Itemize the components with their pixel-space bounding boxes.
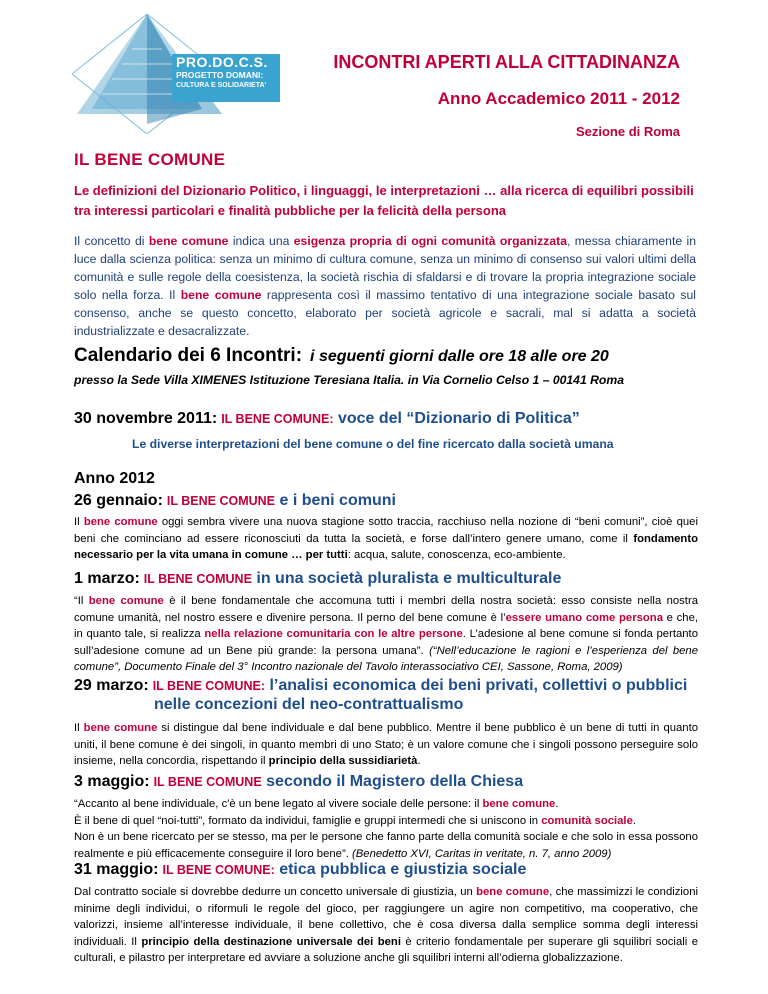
year-heading: Anno 2012 xyxy=(74,470,155,487)
meeting-4-heading-cont: nelle concezioni del neo-contrattualismo xyxy=(154,696,464,713)
meeting-5-heading: 3 maggio: IL BENE COMUNE secondo il Magistero della Chiesa xyxy=(74,773,524,790)
prodocs-logo xyxy=(72,14,282,134)
calendar-heading: Calendario dei 6 Incontri: i seguenti giorni dalle ore 18 alle ore 20 xyxy=(74,345,609,366)
header-line-1: INCONTRI APERTI ALLA CITTADINANZA xyxy=(333,52,680,72)
meeting-4-text: Il bene comune si distingue dal bene individuale e dal bene pubblico. Mentre il bene pubblico è un bene di tutti in quanto uniti, il bene comune è dei singoli, in quanto membri di uno Stato; è un valore comune che i singoli possono perseguire solo insieme, nella concordia, rispettando il principio della sussidiarietà. xyxy=(74,722,699,767)
meeting-6-text: Dal contratto sociale si dovrebbe dedurre un concetto universale di giustizia, un bene comune, che massimizzi le condizioni minime degli individui, o riformuli le regole del gioco, per raggiungere un agire non competitivo, ma cooperativo, che valorizzi, insieme all’interesse individuale, il bene collettivo, che è cosa diversa dalla semplice somma degli interessi individuali. Il principio della destinazione universale dei beni è criterio fondamentale per superare gli squilibri sociali e culturali, e pilastro per interpretare ed avviare a soluzione anche gli squilibri interni all’odierna globalizzazione. xyxy=(74,886,698,964)
logo-tagline-2: CULTURA E SOLIDARIETA' xyxy=(176,82,267,89)
meeting-3-heading: 1 marzo: IL BENE COMUNE in una società pluralista e multiculturale xyxy=(74,570,562,587)
page-subtitle: Le definizioni del Dizionario Politico, i linguaggi, le interpretazioni … alla ricerca di equilibri possibili tra interessi particolari e finalità pubbliche per la felicità della persona xyxy=(74,183,694,218)
meeting-1-subtitle: Le diverse interpretazioni del bene comune o del fine ricercato dalla società umana xyxy=(132,437,614,451)
meeting-2-text: Il bene comune oggi sembra vivere una nuova stagione sotto traccia, racchiuso nella nozione di “beni comuni”, cioè quei beni che cominciano ad essere riconosciuti da tutta la società, e forse dall’intero genere umano, come il fondamento necessario per la vita umana in comune … per tutti: acqua, salute, conoscenza, eco-ambiente. xyxy=(74,516,698,561)
header-line-2: Anno Accademico 2011 - 2012 xyxy=(437,89,680,108)
intro-paragraph: Il concetto di bene comune indica una esigenza propria di ogni comunità organizzata, messa chiaramente in luce dalla scienza politica: senza un minimo di cultura comune, senza un minimo di consenso sui valori ultimi della comunità e sulle regole della coesistenza, la società rischia di sfaldarsi e di trovare la propria integrazione sociale solo nella forza. Il bene comune rappresenta così il massimo tentativo di una integrazione sociale basato sul consenso, anche se questo concetto, elaborato per società agricole e sacrali, mal si adatta a società industrializzate e desacralizzate. xyxy=(74,234,697,338)
page-title: IL BENE COMUNE xyxy=(74,150,226,169)
meeting-1-heading: 30 novembre 2011: IL BENE COMUNE: voce del “Dizionario di Politica” xyxy=(74,410,580,427)
meeting-4-heading: 29 marzo: IL BENE COMUNE: l’analisi economica dei beni privati, collettivi o pubblici xyxy=(74,677,688,694)
meeting-2-heading: 26 gennaio: IL BENE COMUNE e i beni comuni xyxy=(74,492,396,509)
meeting-6-heading: 31 maggio: IL BENE COMUNE: etica pubblica e giustizia sociale xyxy=(74,861,527,878)
calendar-location: presso la Sede Villa XIMENES Istituzione Teresiana Italia. in Via Cornelio Celso 1 – 00141 Roma xyxy=(74,373,624,387)
logo-name: PRO.DO.C.S. xyxy=(176,54,268,70)
meeting-3-text: “Il bene comune è il bene fondamentale che accomuna tutti i membri della nostra società: esso consiste nella nostra comune umanità, nel nostro essere e divenire persona. Il perno del bene comune è l’essere umano come persona e che, in quanto tale, si realizza nella relazione comunitaria con le altre persone. L’adesione al bene comune si fonda pertanto sull’adesione comune ad un Bene più grande: la persona umana”. (“Nell’educazione le ragioni e l’esperienza del bene comune”, Documento Finale del 3° Incontro nazionale del Tavolo interassociativo CEI, Sassone, Roma, 2009) xyxy=(74,595,699,673)
header-line-3: Sezione di Roma xyxy=(575,124,680,139)
logo-tagline-1: PROGETTO DOMANI: xyxy=(176,70,264,80)
meeting-5-text: “Accanto al bene individuale, c'è un bene legato al vivere sociale delle persone: il bene comune. È il bene di quel “noi-tutti”, formato da individui, famiglie e gruppi intermedi che si uniscono in comunità sociale. Non è un bene ricercato per se stesso, ma per le persone che fanno parte della comunità sociale e che solo in essa possono realmente e più efficacemente conseguire il loro bene”. (Benedetto XVI, Caritas in veritate, n. 7, anno 2009) xyxy=(74,798,698,860)
